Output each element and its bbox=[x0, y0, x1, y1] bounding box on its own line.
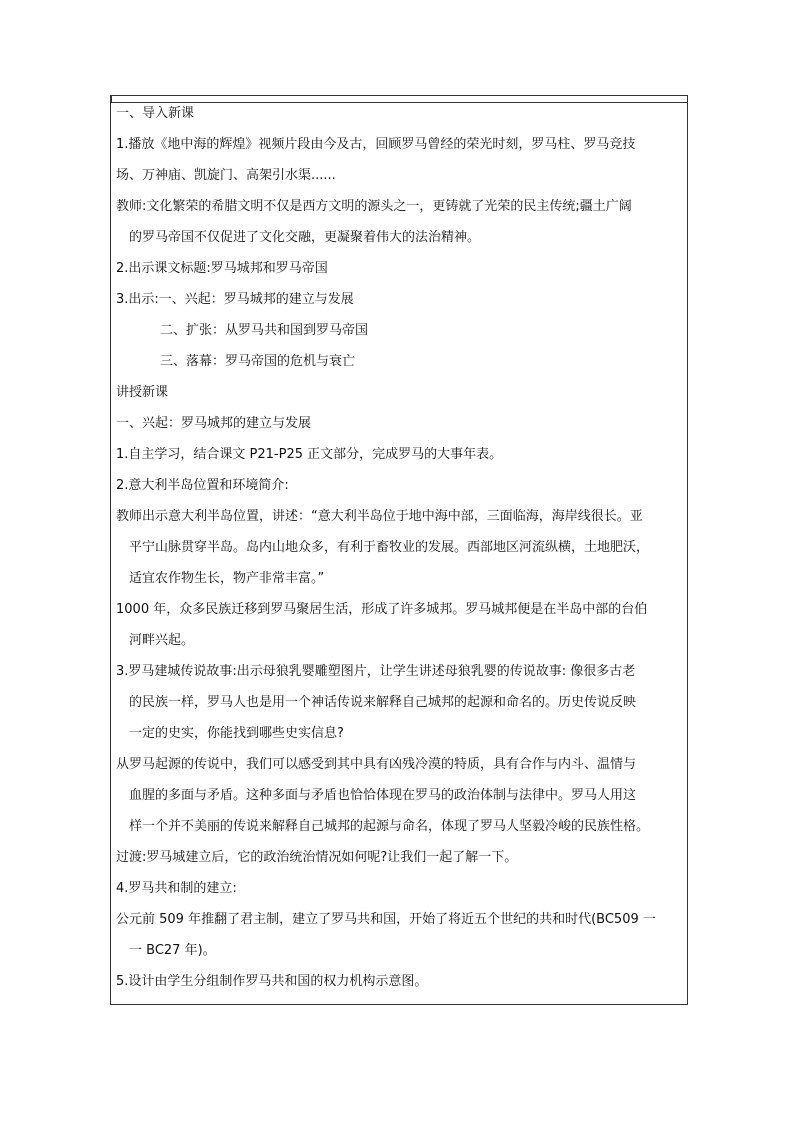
text-line: 5.设计由学生分组制作罗马共和国的权力机构示意图。 bbox=[116, 974, 428, 989]
text-line: 教师出示意大利半岛位置，讲述：“意大利半岛位于地中海中部，三面临海，海岸线很长。亚 bbox=[116, 509, 643, 524]
text-line: 3.罗马建城传说故事:出示母狼乳婴雕塑图片，让学生讲述母狼乳婴的传说故事: 像很多古老 bbox=[116, 664, 636, 679]
section-heading-intro: 一、导入新课 bbox=[116, 106, 195, 121]
text-line: 二、扩张：从罗马共和国到罗马帝国 bbox=[160, 323, 369, 338]
text-line: 适宜农作物生长，物产非常丰富。” bbox=[129, 571, 325, 586]
text-line: 2.意大利半岛位置和环境简介: bbox=[116, 478, 289, 493]
text-line: 3.出示:一、兴起：罗马城邦的建立与发展 bbox=[116, 292, 354, 307]
text-line: 1.播放《地中海的辉煌》视频片段由今及古，回顾罗马曾经的荣光时刻，罗马柱、罗马竞技 bbox=[116, 137, 636, 152]
lesson-content bbox=[116, 98, 682, 997]
text-line: 样一个并不美丽的传说来解释自己城邦的起源与命名，体现了罗马人坚毅冷峻的民族性格。 bbox=[129, 819, 650, 834]
text-line: 的罗马帝国不仅促进了文化交融，更凝聚着伟大的法治精神。 bbox=[129, 230, 481, 245]
table-left-stub bbox=[111, 96, 112, 102]
text-line: 1.自主学习，结合课文 P21-P25 正文部分，完成罗马的大事年表。 bbox=[116, 447, 503, 462]
text-line: 教师:文化繁荣的希腊文明不仅是西方文明的源头之一，更铸就了光荣的民主传统;疆土广阔 bbox=[116, 199, 632, 214]
text-line: 河畔兴起。 bbox=[129, 633, 195, 648]
text-line: 从罗马起源的传说中，我们可以感受到其中具有凶残冷漠的特质，具有合作与内斗、温情与 bbox=[116, 757, 637, 772]
text-line: 4.罗马共和制的建立: bbox=[116, 881, 237, 896]
section-heading-new: 讲授新课 bbox=[116, 385, 169, 400]
text-line: 三、落幕：罗马帝国的危机与衰亡 bbox=[160, 354, 356, 369]
text-line: 血腥的多面与矛盾。这种多面与矛盾也恰恰体现在罗马的政治体制与法律中。罗马人用这 bbox=[129, 788, 637, 803]
text-line: 过渡:罗马城建立后，它的政治统治情况如何呢?让我们一起了解一下。 bbox=[116, 850, 518, 865]
text-line: 场、万神庙、凯旋门、高架引水渠...... bbox=[116, 168, 336, 183]
text-line: 1000 年，众多民族迁移到罗马聚居生活，形成了许多城邦。罗马城邦便是在半岛中部的台伯 bbox=[116, 602, 648, 617]
text-line: 2.出示课文标题:罗马城邦和罗马帝国 bbox=[116, 261, 328, 276]
text-line: 公元前 509 年推翻了君主制，建立了罗马共和国，开始了将近五个世纪的共和时代(BC509 一 bbox=[116, 912, 656, 927]
text-line: 一 BC27 年)。 bbox=[129, 943, 216, 958]
text-line: 一定的史实，你能找到哪些史实信息? bbox=[129, 726, 344, 741]
text-line: 平宁山脉贯穿半岛。岛内山地众多，有利于畜牧业的发展。西部地区河流纵横，土地肥沃， bbox=[129, 540, 650, 555]
text-line: 一、兴起：罗马城邦的建立与发展 bbox=[116, 416, 312, 431]
text-line: 的民族一样，罗马人也是用一个神话传说来解释自己城邦的起源和命名的。历史传说反映 bbox=[129, 695, 637, 710]
